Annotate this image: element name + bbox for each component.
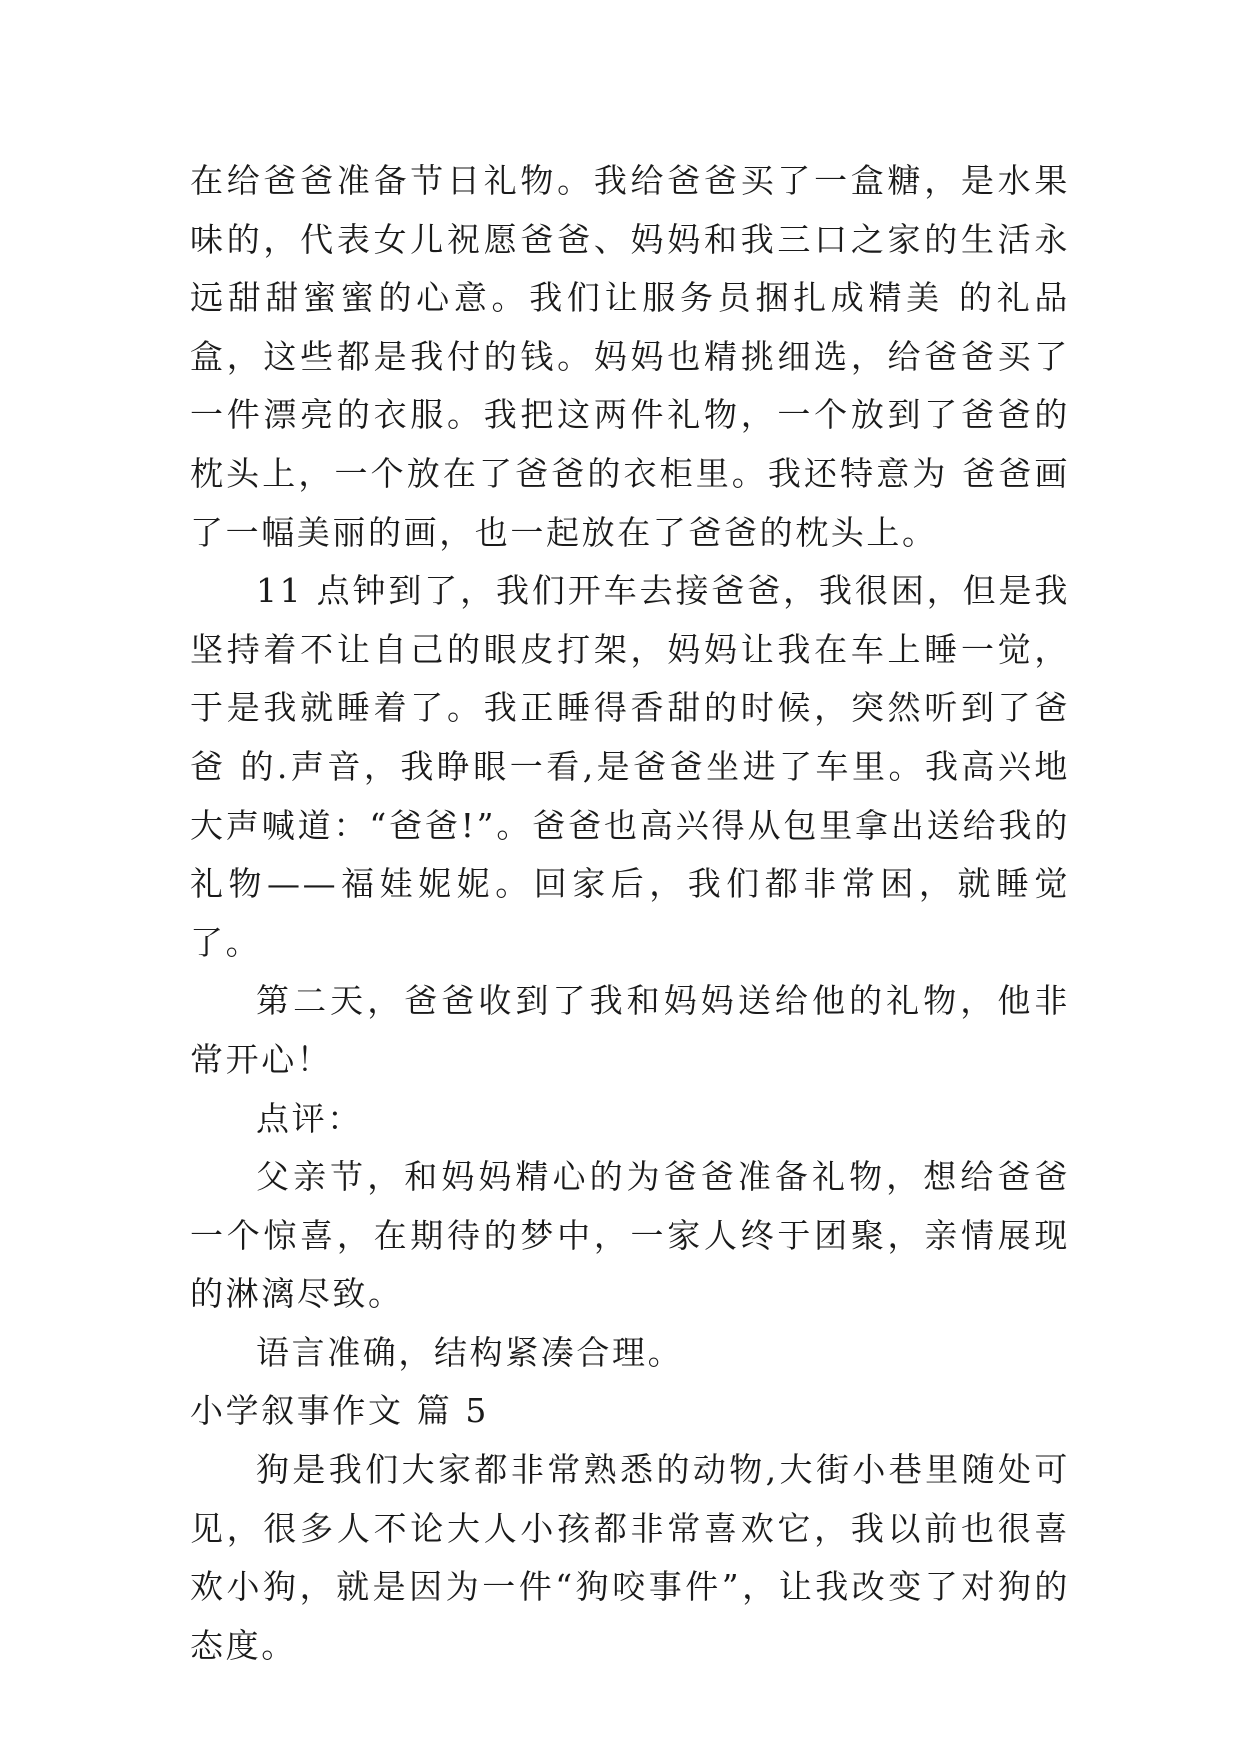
document-body [190, 152, 1070, 1675]
paragraph-picking-up-dad: 11 点钟到了，我们开车去接爸爸，我很困，但是我坚持着不让自己的眼皮打架，妈妈让我在车上睡一觉，于是我就睡着了。我正睡得香甜的时候，突然听到了爸爸 的.声音，我睁眼一看,是爸爸坐进了车里。我高兴地大声喊道：“爸爸!”。爸爸也高兴得从包里拿出送给我的礼物——福娃妮妮。回家后，我们都非常困，就睡觉 了。 [190, 571, 1070, 962]
paragraph-comment-summary: 语言准确，结构紧凑合理。 [256, 1332, 684, 1372]
paragraph-comment-label: 点评： [256, 1098, 363, 1138]
paragraph-gift-preparation: 在给爸爸准备节日礼物。我给爸爸买了一盒糖，是水果味的，代表女儿祝愿爸爸、妈妈和我三口之家的生活永远甜甜蜜蜜的心意。我们让服务员捆扎成精美 的礼品盒，这些都是我付的钱。妈妈也精挑细选，给爸爸买了一件漂亮的衣服。我把这两件礼物，一个放到了爸爸的枕头上，一个放在了爸爸的衣柜里。我还特意为 爸爸画了一幅美丽的画，也一起放在了爸爸的枕头上。 [190, 161, 1070, 552]
section-heading: 小学叙事作文 篇 5 [190, 1391, 489, 1431]
paragraph-next-day: 第二天，爸爸收到了我和妈妈送给他的礼物，他非常开心！ [190, 981, 1070, 1079]
paragraph-dog-intro: 狗是我们大家都非常熟悉的动物,大街小巷里随处可见，很多人不论大人小孩都非常喜欢它，我以前也很喜欢小狗，就是因为一件“狗咬事件”，让我改变了对狗的态度。 [190, 1450, 1070, 1665]
paragraph-comment-body: 父亲节，和妈妈精心的为爸爸准备礼物，想给爸爸一个惊喜，在期待的梦中，一家人终于团聚，亲情展现的淋漓尽致。 [190, 1157, 1070, 1314]
